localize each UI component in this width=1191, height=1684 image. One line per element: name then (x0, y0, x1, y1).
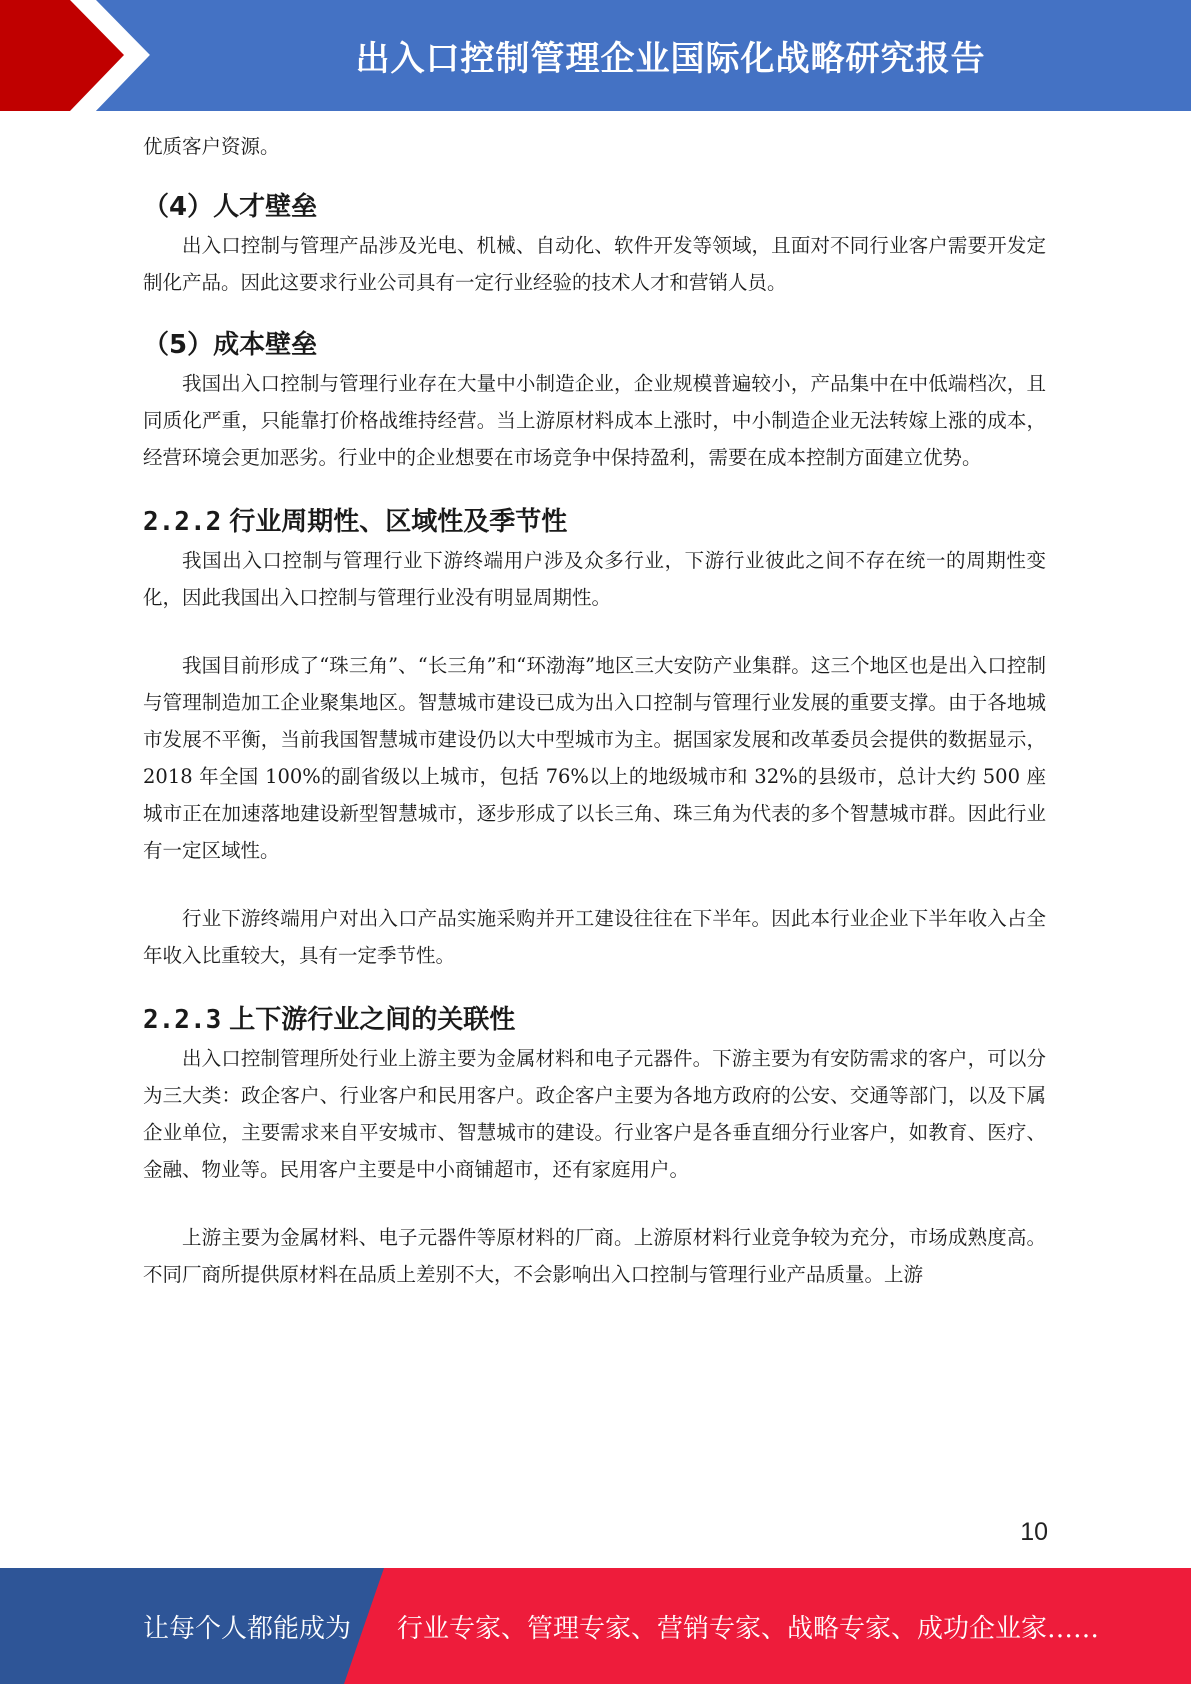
paragraph-seasonality: 行业下游终端用户对出入口产品实施采购并开工建设往往在下半年。因此本行业企业下半年收入占全年收入比重较大，具有一定季节性。 (143, 907, 1046, 967)
section-heading-2-2-2 (143, 502, 1046, 542)
header-band (0, 0, 1191, 111)
paragraph-talent: 出入口控制与管理产品涉及光电、机械、自动化、软件开发等领域，且面对不同行业客户需要开发定制化产品。因此这要求行业公司具有一定行业经验的技术人才和营销人员。 (143, 234, 1046, 294)
paragraph-intro: 优质客户资源。 (143, 135, 280, 158)
page-number: 10 (1020, 1518, 1048, 1546)
paragraph-cost: 我国出入口控制与管理行业存在大量中小制造企业，企业规模普遍较小，产品集中在中低端档次，且同质化严重，只能靠打价格战维持经营。当上游原材料成本上涨时，中小制造企业无法转嫁上涨的成本，经营环境会更加恶劣。行业中的企业想要在市场竞争中保持盈利，需要在成本控制方面建立优势。 (143, 372, 1046, 469)
section-number: 2.2.2 (143, 507, 222, 537)
heading-cost-barrier: （5）成本壁垒 (143, 330, 318, 360)
paragraph-regionality: 我国目前形成了“珠三角”、“长三角”和“环渤海”地区三大安防产业集群。这三个地区也是出入口控制与管理制造加工企业聚集地区。智慧城市建设已成为出入口控制与管理行业发展的重要支撑。由于各地城市发展不平衡，当前我国智慧城市建设仍以大中型城市为主。据国家发展和改革委员会提供的数据显示，2018 年全国 100%的副省级以上城市，包括 76%以上的地级城市和 32%的县级市，总计大约 500 座城市正在加速落地建设新型智慧城市，逐步形成了以长三角、珠三角为代表的多个智慧城市群。因此行业有一定区域性。 (143, 654, 1046, 862)
section-title: 上下游行业之间的关联性 (229, 1005, 516, 1035)
paragraph-upstream-downstream: 出入口控制管理所处行业上游主要为金属材料和电子元器件。下游主要为有安防需求的客户，可以分为三大类：政企客户、行业客户和民用客户。政企客户主要为各地方政府的公安、交通等部门，以及下属企业单位，主要需求来自平安城市、智慧城市的建设。行业客户是各垂直细分行业客户，如教育、医疗、金融、物业等。民用客户主要是中小商铺超市，还有家庭用户。 (143, 1047, 1046, 1181)
section-heading-2-2-3 (143, 1000, 1046, 1040)
section-title: 行业周期性、区域性及季节性 (229, 507, 568, 537)
report-title: 出入口控制管理企业国际化战略研究报告 (355, 39, 986, 79)
page-content (143, 128, 1046, 1293)
section-number: 2.2.3 (143, 1005, 222, 1035)
footer-slogan-left: 让每个人都能成为 (143, 1613, 352, 1644)
paragraph-upstream: 上游主要为金属材料、电子元器件等原材料的厂商。上游原材料行业竞争较为充分，市场成熟度高。不同厂商所提供原材料在品质上差别不大，不会影响出入口控制与管理行业产品质量。上游 (143, 1226, 1046, 1286)
paragraph-cyclicality: 我国出入口控制与管理行业下游终端用户涉及众多行业，下游行业彼此之间不存在统一的周期性变化，因此我国出入口控制与管理行业没有明显周期性。 (143, 549, 1046, 609)
footer-slogan-right: 行业专家、管理专家、营销专家、战略专家、成功企业家…… (397, 1613, 1100, 1644)
footer-band (0, 1568, 1191, 1684)
heading-talent-barrier: （4）人才壁垒 (143, 192, 318, 222)
